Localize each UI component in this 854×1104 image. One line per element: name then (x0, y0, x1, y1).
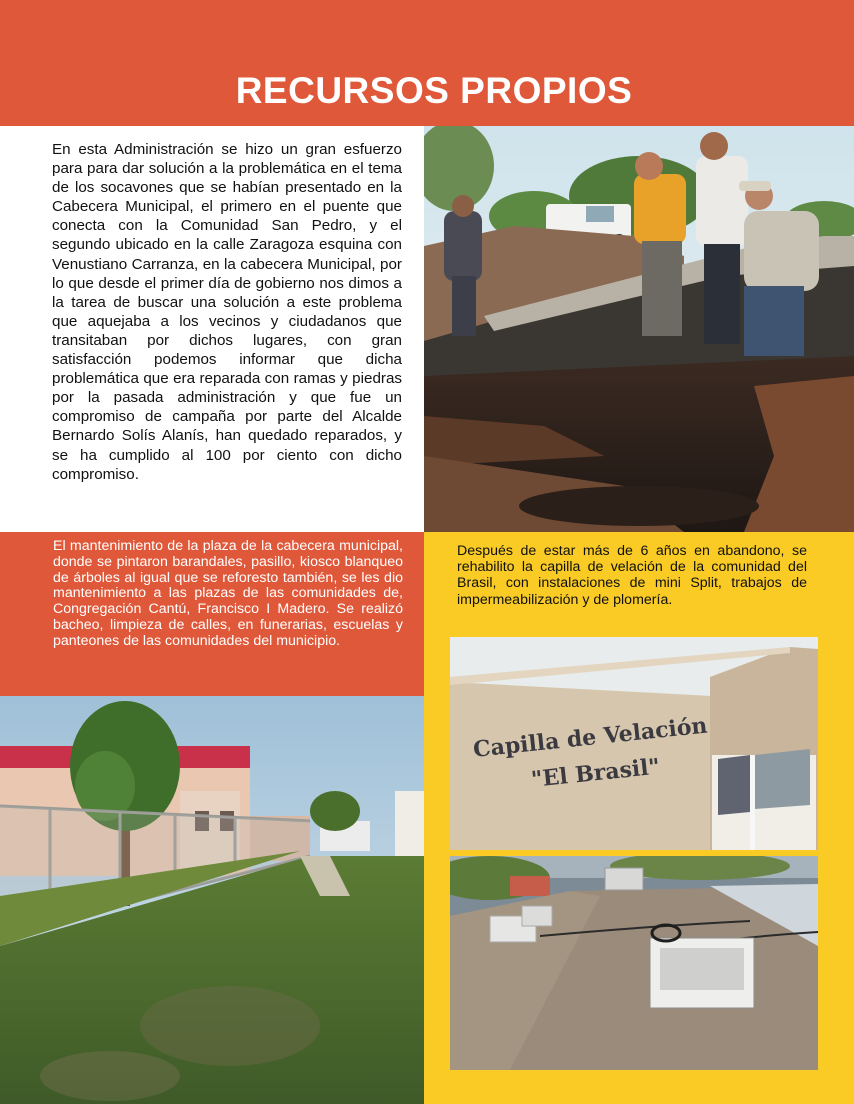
brasil-paragraph: Después de estar más de 6 años en abandono, se rehabilito la capilla de velación de la comunidad del Brasil, con instalaciones de mini Split, trabajos de impermeabilización y de plomería. (457, 543, 807, 608)
roof-ac-units-photo (450, 856, 818, 1070)
chapel-building-photo (450, 637, 818, 850)
page-title: RECURSOS PROPIOS (235, 70, 633, 111)
sinkhole-repair-photo (424, 126, 854, 532)
plaza-paragraph: El mantenimiento de la plaza de la cabecera municipal, donde se pintaron barandales, pasillo, kiosco blanqueo de árboles al igual que se reforesto también, se les dio mantenimiento a las plazas de las comunidades de, Congregación Cantú, Francisco I Madero. Se realizó bacheo, limpieza de calles, en funerarias, escuelas y panteones de las comunidades del municipio. (53, 538, 403, 649)
chapel-sign-line2: "El Brasil" (529, 753, 662, 793)
plaza-maintenance-photo (0, 696, 424, 1104)
chapel-sign-line1: Capilla de Velación (471, 712, 709, 763)
intro-paragraph: En esta Administración se hizo un gran esfuerzo para para dar solución a la problemática en el tema de los socavones que se habían presentado en la Cabecera Municipal, el primero en el puente que conecta con la Comunidad San Pedro, y el segundo ubicado en la calle Zaragoza esquina con Venustiano Carranza, en la cabecera Municipal, por lo que desde el primer día de gobierno nos dimos a la tarea de buscar una solución a este problema que aquejaba a los vecinos y ciudadanos que transitaban por dichos lugares, con gran satisfacción podemos informar que dicha problemática que era reparada con ramas y piedras por la pasada administración y que fue un compromiso de campaña por parte del Alcalde Bernardo Solís Alanís, han quedado reparados, y se ha cumplido al 100 por ciento con dicho compromiso. (52, 141, 402, 483)
